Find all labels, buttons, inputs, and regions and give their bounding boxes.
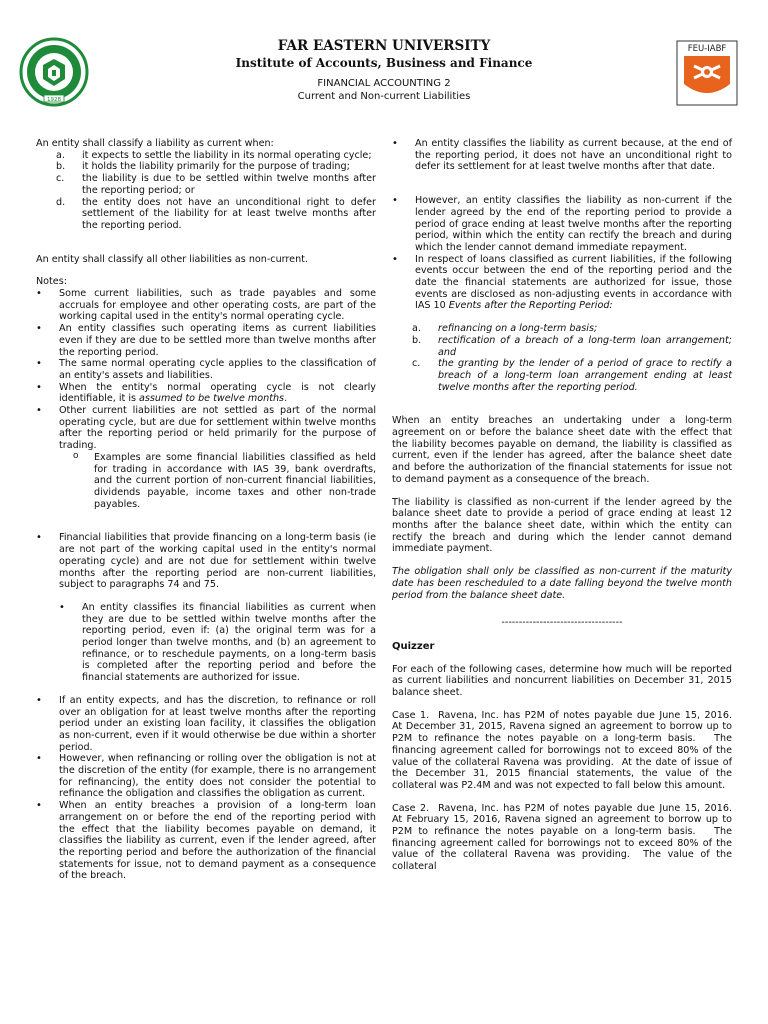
university-name: FAR EASTERN UNIVERSITY <box>277 38 491 54</box>
loans-text: In respect of loans classified as current liabilities, if the following events occur between the end of the reporting period and the date the financial statements are authorized for issue, those events are disclosed as non-adjusting events in accordance with IAS 10 <box>415 253 732 312</box>
breach-list <box>392 138 732 312</box>
list-text: refinancing on a long-term basis; <box>438 323 598 335</box>
case-2: Case 2. Ravena, Inc. has P2M of notes payable due June 15, 2016. At February 15, 2016, Ravena signed an agreement to borrow up to P2M to refinance the notes payable on a long-term basis. The financing agreement called for borrowings not to exceed 80% of the value of the collateral Ravena was providing. The value of the collateral <box>392 802 742 873</box>
list-marker: b. <box>56 161 66 173</box>
list-item: • The same normal operating cycle applies to the classification of an entity's assets and liabilities. <box>36 358 376 381</box>
list-item <box>36 197 376 232</box>
quizzer-intro: For each of the following cases, determine how much will be reported as current liabilities and noncurrent liabilities on December 31, 2015 balance sheet. <box>392 663 732 699</box>
list-item: • Financial liabilities that provide financing on a long-term basis (ie are not part of the working capital used in the entity's normal operating cycle) and are not due for settlement within twelve months after the reporting period are non-current liabilities, subject to paragraphs 74 and 75. <box>36 532 376 591</box>
left-column <box>36 138 376 882</box>
ias-reference: Events after the Reporting Period <box>448 300 610 312</box>
noncurrent-paragraph: An entity shall classify all other liabilities as non-current. <box>36 253 308 265</box>
list-marker: c. <box>412 358 421 370</box>
list-item: • However, an entity classifies the liability as non-current if the lender agreed by the end of the reporting period to provide a period of grace ending at least twelve months after the reporting period, within which the entity can rectify the breach and during which the lender cannot demand immediate repayment. <box>392 195 732 254</box>
grace-period-paragraph: The liability is classified as non-current if the lender agreed by the balance sheet date to provide a period of grace ending at least 12 months after the balance sheet date, within which the entity can rectify the breach and during which the lender cannot demand immediate payment. <box>392 496 732 555</box>
list-item: • An entity classifies its financial liabilities as current when they are due to be settled within twelve months after the reporting period, even if: (a) the original term was for a period longer than twelve months, and (b) an agreement to refinance, or to reschedule payments, on a long-term basis is completed after the reporting period and before the financial statements are authorized for issue. <box>36 602 376 684</box>
list-marker: c. <box>56 173 65 185</box>
logo-label: FEU-IABF <box>687 44 727 54</box>
list-text: the entity does not have an unconditional right to defer settlement of the liability for at least twelve months after the reporting period. <box>82 196 376 231</box>
topic-title: Current and Non-current Liabilities <box>297 91 471 102</box>
events-list <box>392 323 732 393</box>
note-emphasis: assumed to be twelve months <box>139 393 285 405</box>
list-item <box>392 254 732 313</box>
note-text: . <box>284 393 288 405</box>
list-marker: d. <box>56 196 66 208</box>
list-item: • If an entity expects, and has the discretion, to refinance or roll over an obligation for at least twelve months after the reporting period under an existing loan facility, it classifies the obligation as non-current, even if it would otherwise be due within a shorter period. <box>36 695 376 754</box>
list-item <box>36 150 376 162</box>
sub-list-item: o Examples are some financial liabilities classified as held for trading in accordance with IAS 39, bank overdrafts, and the current portion of non-current financial liabilities, dividends payable, income taxes and other non-trade payables. <box>36 452 376 511</box>
case-1: Case 1. Ravena, Inc. has P2M of notes payable due June 15, 2016. At December 31, 2015, Ravena signed an agreement to borrow up to P2M to refinance the notes payable on a long-term basis. The financing agreement called for borrowings not to exceed 80% of the value of the collateral Ravena was providing. At the date of issue of the December 31, 2015 financial statements, the value of the collateral was P2.4M and was not expected to fall below this amount. <box>392 709 742 791</box>
feu-seal-icon <box>19 37 89 107</box>
note-text: Other current liabilities are not settled as part of the normal operating cycle, but are due for settlement within twelve months after the reporting period or held primarily for the purpose of trading. <box>59 405 376 452</box>
loans-text: : <box>609 300 613 312</box>
list-marker: b. <box>412 334 422 346</box>
sub-list <box>36 452 376 511</box>
list-item <box>36 173 376 196</box>
seal-year: 1928 <box>47 97 61 103</box>
current-criteria-list <box>36 150 376 232</box>
list-item <box>392 323 732 335</box>
list-item <box>392 358 732 393</box>
note-text: When the entity's normal operating cycle is not clearly identifiable, it is <box>59 381 376 405</box>
breach-paragraph: When an entity breaches an undertaking under a long-term agreement on or before the balance sheet date with the effect that the liability becomes payable on demand, the liability is classified as current, even if the lender has agreed, after the balance sheet date and before the authorization of the financial statements for issue not to demand payment as a consequence of the breach. <box>392 415 732 485</box>
list-text: it expects to settle the liability in its normal operating cycle; <box>82 149 372 161</box>
list-text: it holds the liability primarily for the purpose of trading; <box>82 161 350 173</box>
list-text: rectification of a breach of a long-term loan arrangement; and <box>438 334 732 358</box>
list-marker: a. <box>56 149 65 161</box>
notes-heading: Notes: <box>36 276 67 288</box>
list-marker: a. <box>412 323 421 335</box>
section-divider: ----------------------------------- <box>501 617 623 629</box>
right-column <box>392 138 742 884</box>
reschedule-paragraph: The obligation shall only be classified as non-current if the maturity date has been rescheduled to a date falling beyond the twelve month period from the balance sheet date. <box>392 566 732 601</box>
list-text: the granting by the lender of a period of grace to rectify a breach of a long-term loan arrangement ending at least twelve months after the reporting period. <box>438 358 732 393</box>
list-item <box>36 161 376 173</box>
list-item <box>36 405 376 510</box>
list-item: • Some current liabilities, such as trade payables and some accruals for employee and other operating costs, are part of the working capital used in the entity's normal operating cycle. <box>36 288 376 323</box>
list-item: • An entity classifies such operating items as current liabilities even if they are due to be settled more than twelve months after the reporting period. <box>36 323 376 358</box>
list-text: the liability is due to be settled within twelve months after the reporting period; or <box>82 173 376 196</box>
list-item <box>392 335 732 358</box>
document-header <box>0 0 768 120</box>
current-criteria-intro: An entity shall classify a liability as current when: <box>36 138 274 149</box>
list-item: • However, when refinancing or rolling over the obligation is not at the discretion of the entity (for example, there is no arrangement for refinancing), the entity does not consider the potential to refinance the obligation and classifies the obligation as current. <box>36 753 376 800</box>
feu-iabf-logo-icon <box>676 40 738 106</box>
list-item <box>36 382 376 405</box>
notes-list-continued <box>36 695 376 882</box>
header-text <box>170 38 598 103</box>
list-item: • An entity classifies the liability as current because, at the end of the reporting period, it does not have an unconditional right to defer its settlement for at least twelve months after that date. <box>392 138 732 173</box>
list-item: • When an entity breaches a provision of a long-term loan arrangement on or before the end of the reporting period with the effect that the liability becomes payable on demand, it classifies the liability as current, even if the lender agreed, after the reporting period and before the authorization of the financial statements for issue, not to demand payment as a consequence of the breach. <box>36 800 376 882</box>
institute-name: Institute of Accounts, Business and Finance <box>235 56 533 70</box>
notes-list <box>36 288 376 591</box>
quizzer-heading: Quizzer <box>392 640 435 652</box>
course-title: FINANCIAL ACCOUNTING 2 <box>317 78 451 89</box>
